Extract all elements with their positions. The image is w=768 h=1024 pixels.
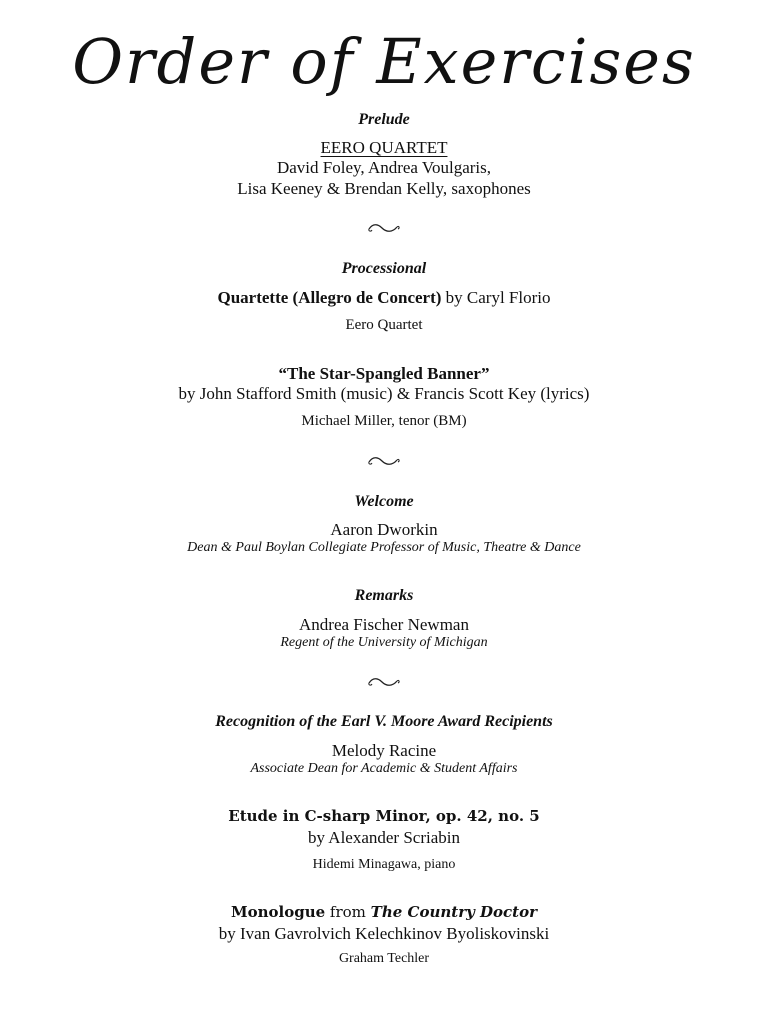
etude-title: Etude in C-sharp Minor, op. 42, no. 5 <box>228 807 540 825</box>
swash-ornament-icon <box>366 455 402 467</box>
prelude-heading: Prelude <box>358 111 410 128</box>
recognition-speaker-title: Associate Dean for Academic & Student Affairs <box>250 761 518 776</box>
recognition-speaker: Melody Racine <box>331 741 437 760</box>
processional-work <box>0 287 768 308</box>
recognition-heading: Recognition of the Earl V. Moore Award Recipients <box>215 713 553 730</box>
work-title: Quartette (Allegro de Concert) <box>217 288 442 307</box>
welcome-speaker-title: Dean & Paul Boylan Collegiate Professor of Music, Theatre & Dance <box>187 540 581 555</box>
remarks-speaker: Andrea Fischer Newman <box>299 615 469 634</box>
anthem-composers: by John Stafford Smith (music) & Francis Scott Key (lyrics) <box>178 384 590 403</box>
page-title: Order of Exercises <box>72 25 696 98</box>
ensemble-name: EERO QUARTET <box>320 138 448 157</box>
welcome-speaker: Aaron Dworkin <box>330 520 438 539</box>
prelude-ensemble <box>0 137 768 158</box>
swash-ornament-icon <box>366 222 402 234</box>
monologue-author: by Ivan Gavrolvich Kelechkinov Byoliskovinski <box>218 924 550 943</box>
prelude-members-line-1: David Foley, Andrea Voulgaris, <box>276 158 492 177</box>
swash-ornament-icon <box>366 676 402 688</box>
anthem-performer: Michael Miller, tenor (BM) <box>301 413 467 429</box>
processional-heading: Processional <box>341 260 427 277</box>
prelude-members-line-2: Lisa Keeney & Brendan Kelly, saxophones <box>237 179 531 198</box>
remarks-speaker-title: Regent of the University of Michigan <box>280 635 488 650</box>
monologue-title <box>0 903 768 922</box>
remarks-heading: Remarks <box>354 587 414 604</box>
welcome-heading: Welcome <box>354 493 414 510</box>
etude-performer: Hidemi Minagawa, piano <box>312 857 456 872</box>
monologue-performer: Graham Techler <box>338 951 430 966</box>
processional-performer: Eero Quartet <box>345 317 423 333</box>
anthem-title: “The Star-Spangled Banner” <box>278 364 490 383</box>
monologue-label: Monologue <box>230 903 326 921</box>
etude-composer: by Alexander Scriabin <box>307 828 460 847</box>
monologue-source: The Country Doctor <box>370 903 538 921</box>
work-composer: by Caryl Florio <box>441 288 551 307</box>
monologue-from: from <box>325 903 371 921</box>
